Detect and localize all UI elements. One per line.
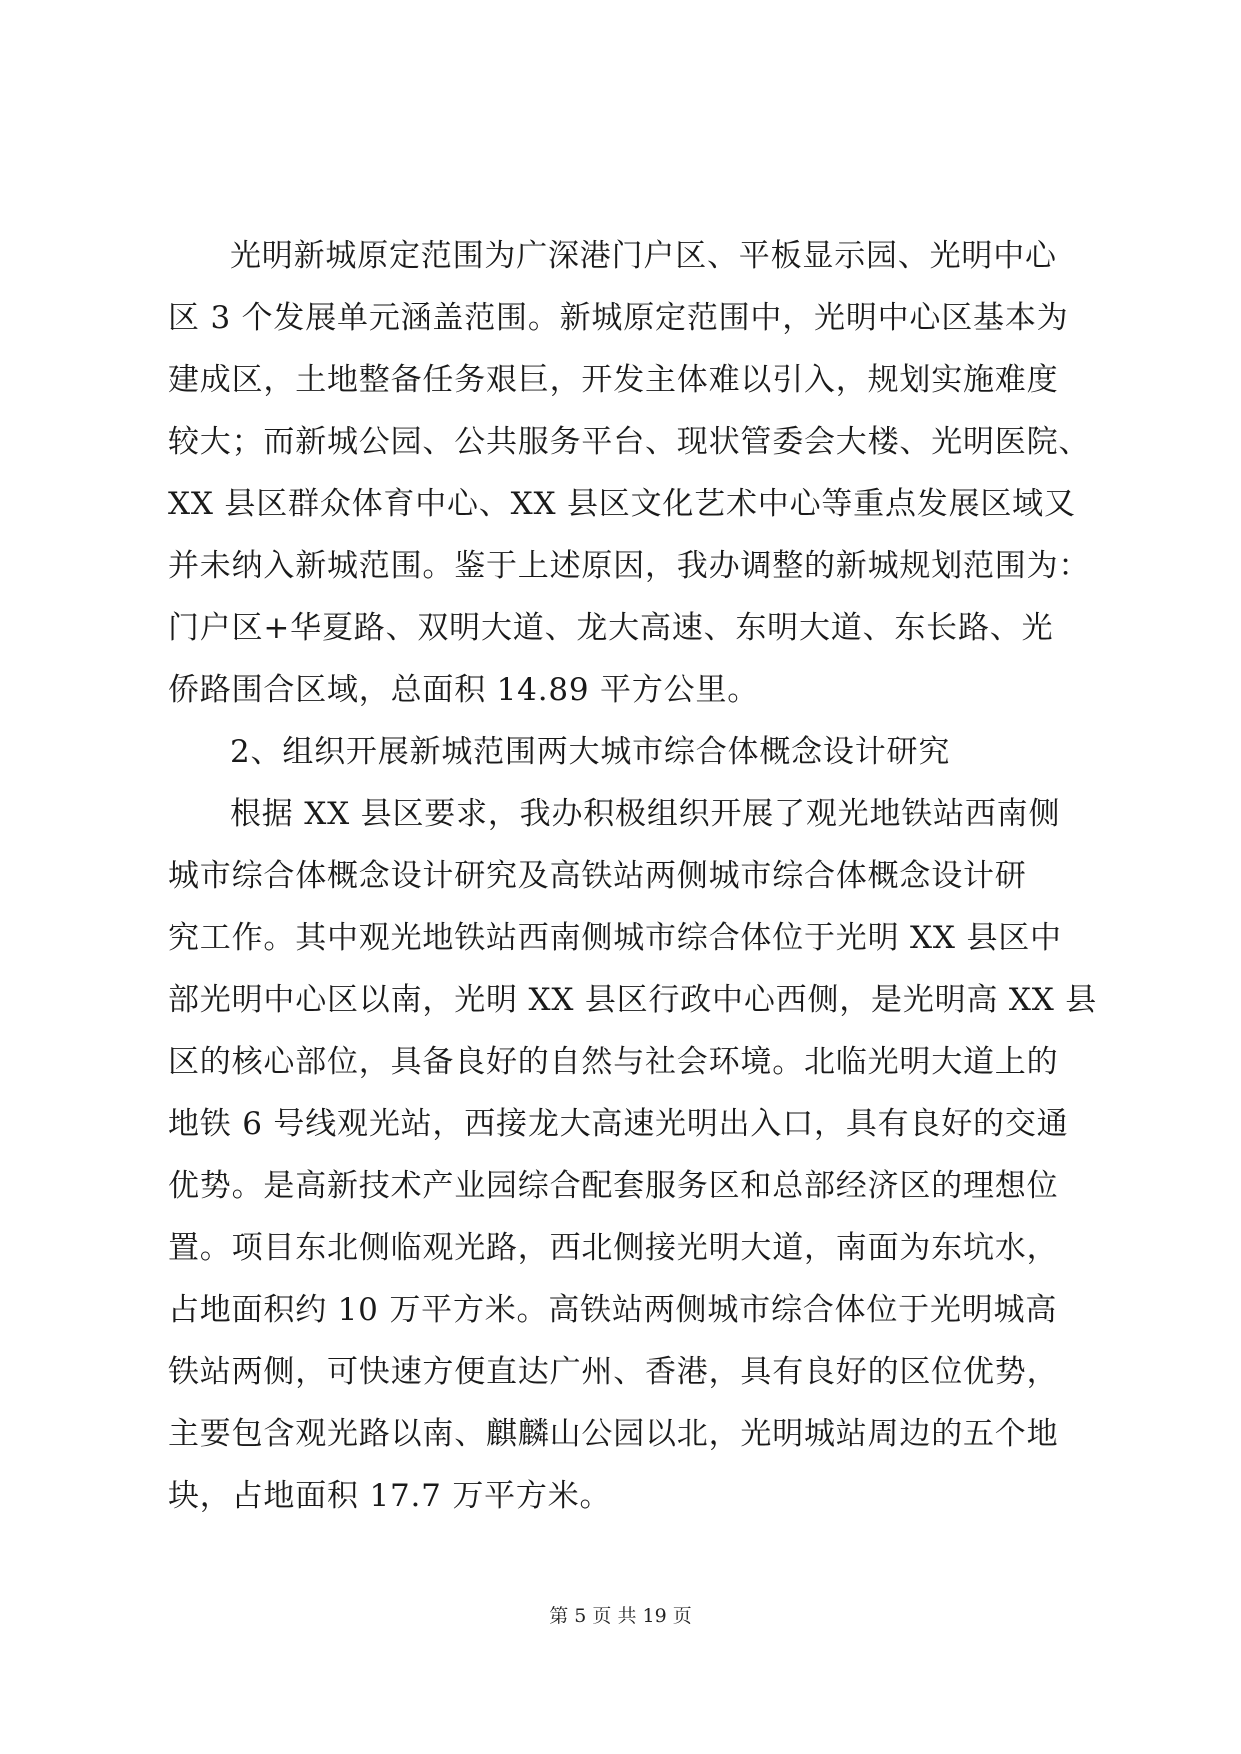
page-number-footer: 第 5 页 共 19 页: [549, 1605, 692, 1627]
paragraph-1-line-3: 建成区，土地整备任务艰巨，开发主体难以引入，规划实施难度: [168, 362, 1059, 398]
paragraph-2-line-8: 置。项目东北侧临观光路，西北侧接光明大道，南面为东坑水，: [168, 1230, 1059, 1266]
paragraph-2-line-5: 区的核心部位，具备良好的自然与社会环境。北临光明大道上的: [168, 1044, 1059, 1080]
paragraph-2-line-3: 究工作。其中观光地铁站西南侧城市综合体位于光明 XX 县区中: [168, 920, 1062, 956]
paragraph-1-line-2: 区 3 个发展单元涵盖范围。新城原定范围中，光明中心区基本为: [168, 300, 1069, 336]
paragraph-1-line-4: 较大；而新城公园、公共服务平台、现状管委会大楼、光明医院、: [168, 424, 1091, 460]
paragraph-1-line-8: 侨路围合区域，总面积 14.89 平方公里。: [168, 672, 760, 708]
paragraph-2-line-9: 占地面积约 10 万平方米。高铁站两侧城市综合体位于光明城高: [168, 1292, 1058, 1328]
paragraph-2-line-6: 地铁 6 号线观光站，西接龙大高速光明出入口，具有良好的交通: [168, 1106, 1069, 1142]
section-heading: 2、组织开展新城范围两大城市综合体概念设计研究: [230, 734, 951, 770]
paragraph-2-line-10: 铁站两侧，可快速方便直达广州、香港，具有良好的区位优势，: [168, 1354, 1059, 1390]
paragraph-2-line-4: 部光明中心区以南，光明 XX 县区行政中心西侧，是光明高 XX 县: [168, 982, 1098, 1018]
paragraph-1-line-6: 并未纳入新城范围。鉴于上述原因，我办调整的新城规划范围为：: [168, 548, 1091, 584]
paragraph-2-line-11: 主要包含观光路以南、麒麟山公园以北，光明城站周边的五个地: [168, 1416, 1059, 1452]
paragraph-1-line-7: 门户区+华夏路、双明大道、龙大高速、东明大道、东长路、光: [168, 610, 1054, 646]
paragraph-1-line-1: 光明新城原定范围为广深港门户区、平板显示园、光明中心: [230, 238, 1057, 274]
paragraph-2-line-2: 城市综合体概念设计研究及高铁站两侧城市综合体概念设计研: [168, 858, 1027, 894]
paragraph-1-line-5: XX 县区群众体育中心、XX 县区文化艺术中心等重点发展区域又: [168, 486, 1076, 522]
paragraph-2-line-7: 优势。是高新技术产业园综合配套服务区和总部经济区的理想位: [168, 1168, 1059, 1204]
paragraph-2-line-1: 根据 XX 县区要求，我办积极组织开展了观光地铁站西南侧: [230, 796, 1061, 832]
paragraph-2-line-12: 块，占地面积 17.7 万平方米。: [168, 1478, 612, 1514]
